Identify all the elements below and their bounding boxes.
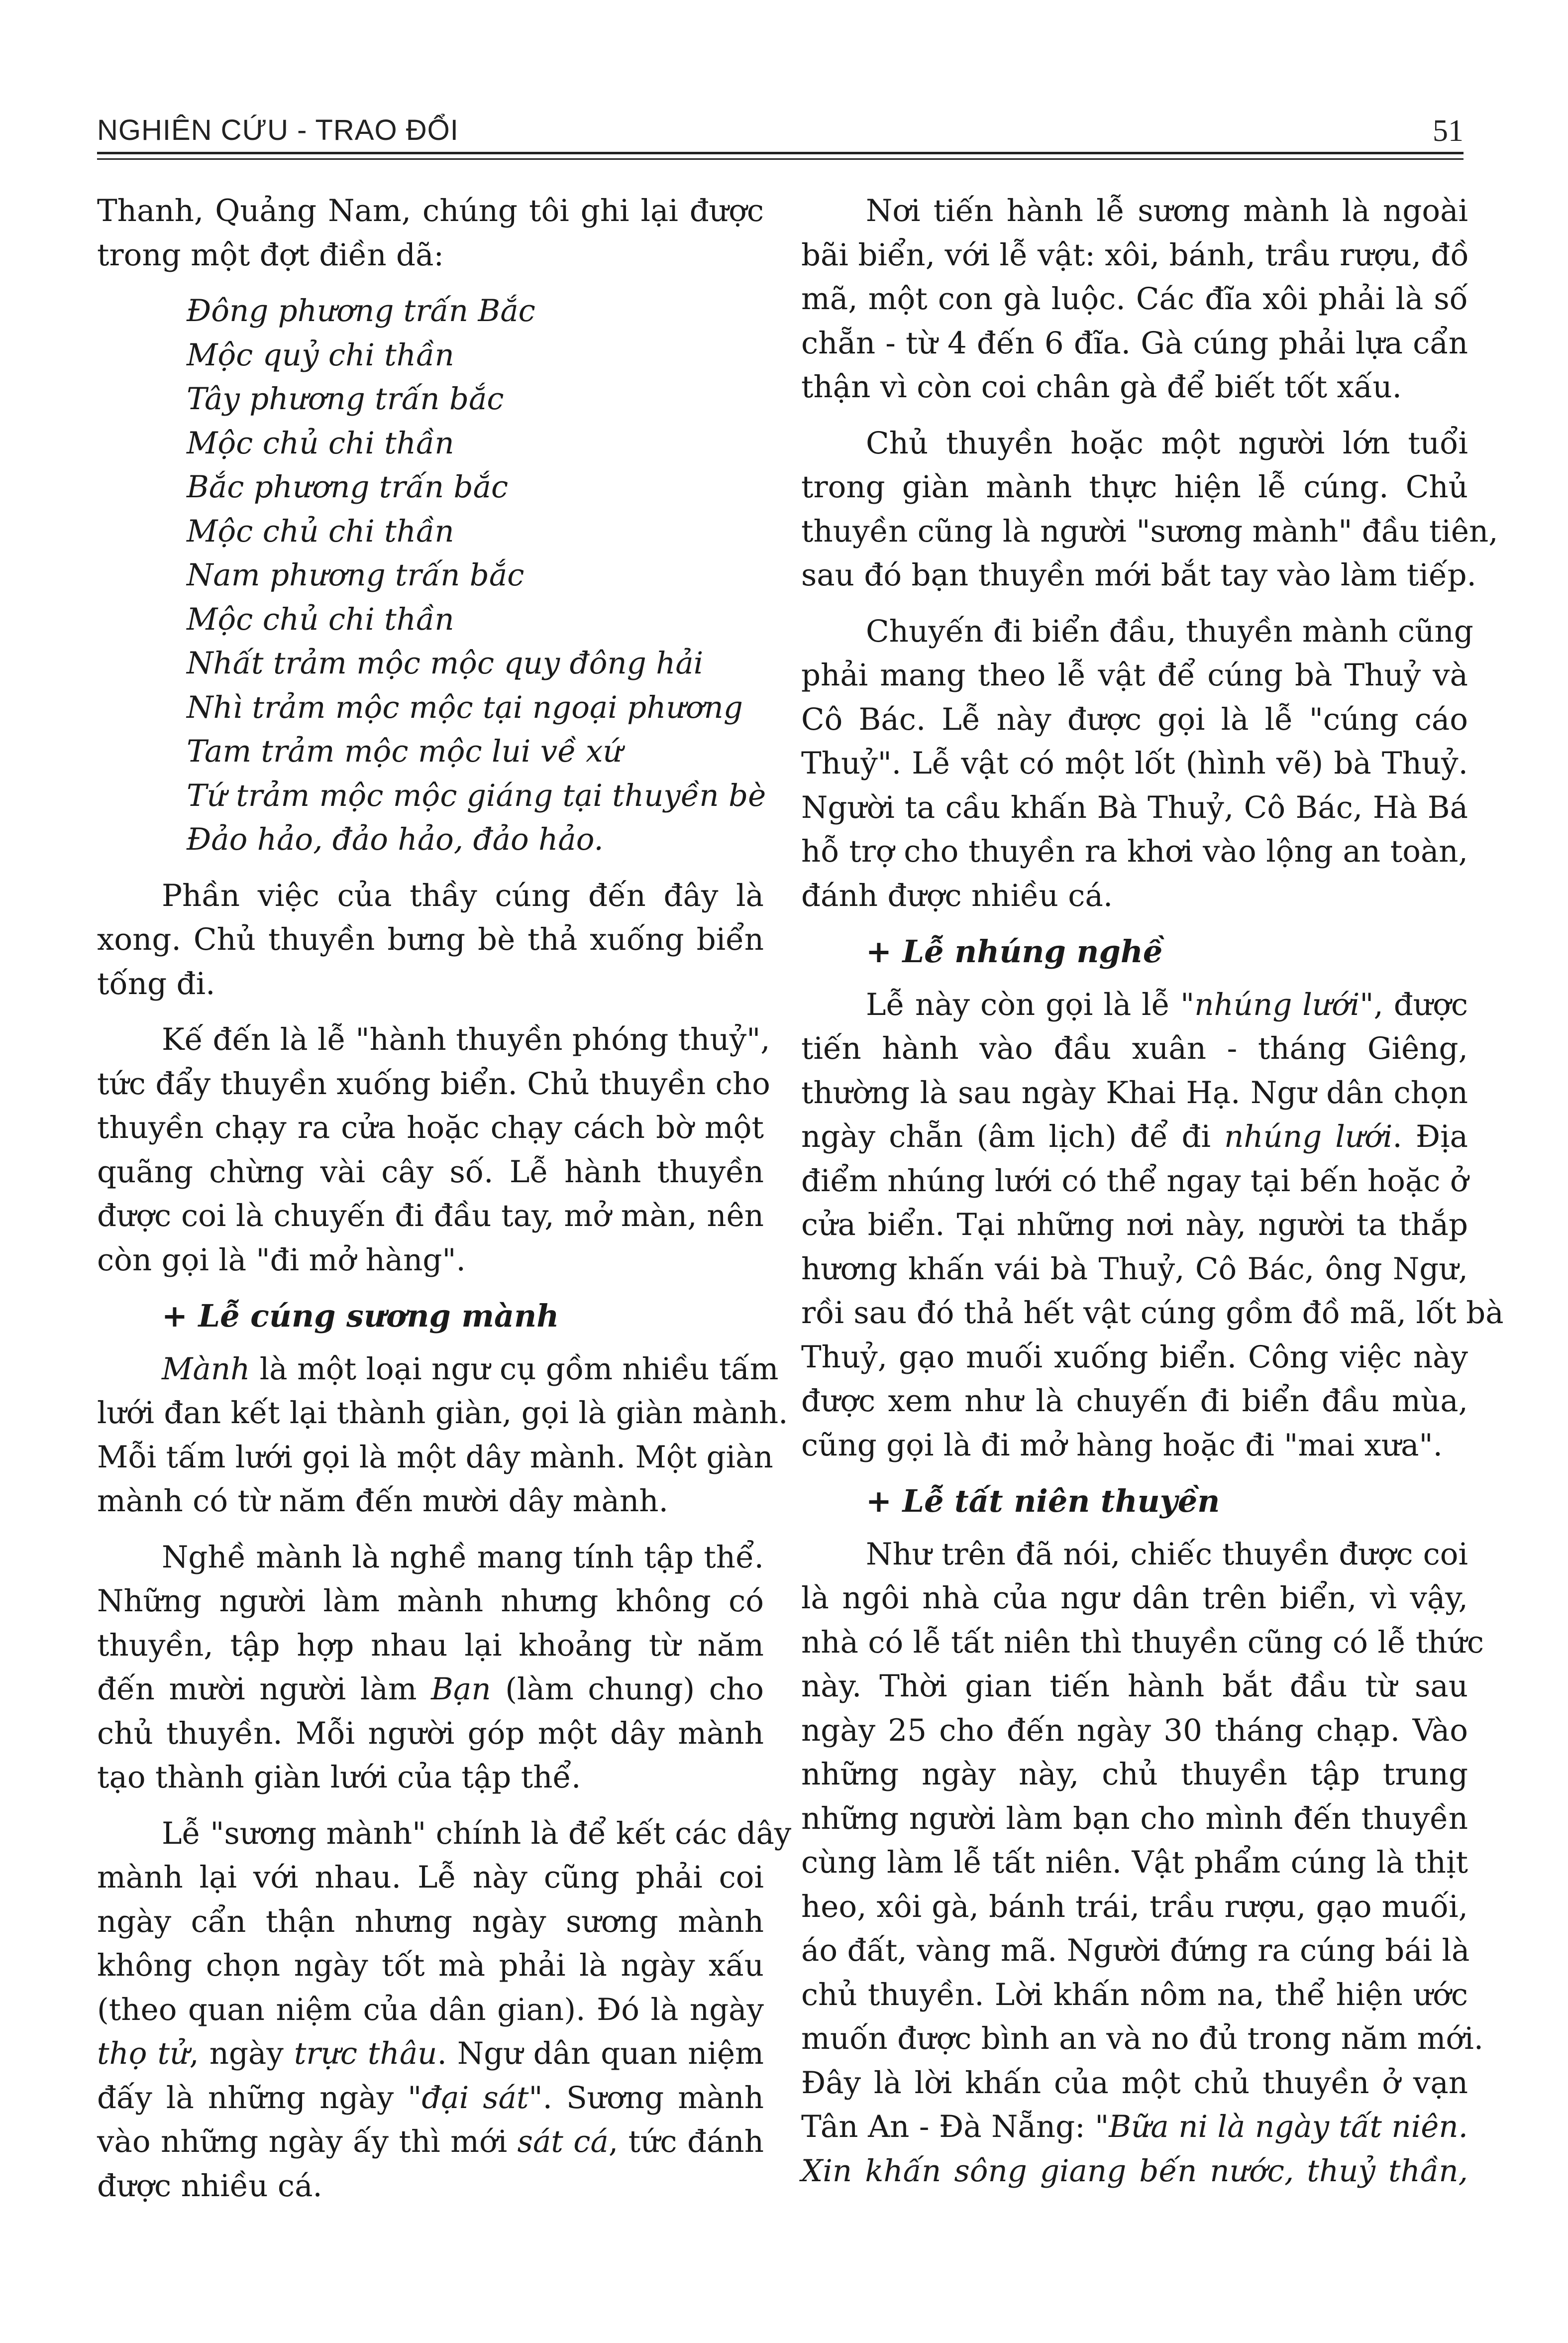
text-line: ngày 25 cho đến ngày 30 tháng chạp. Vào bbox=[801, 1712, 1468, 1748]
text-run: ", được bbox=[1359, 987, 1468, 1022]
text-line bbox=[801, 983, 1468, 1027]
text-line: nhà có lễ tất niên thì thuyền cũng có lễ thức bbox=[801, 1624, 1484, 1660]
text-line: thuyền chạy ra cửa hoặc chạy cách bờ một bbox=[97, 1110, 764, 1145]
text-line: tiến hành vào đầu xuân - tháng Giêng, bbox=[801, 1031, 1468, 1066]
text-line: rồi sau đó thả hết vật cúng gồm đồ mã, lốt bà bbox=[801, 1295, 1504, 1331]
text-run: ". Sương mành bbox=[528, 2080, 764, 2116]
header-rule-thin bbox=[97, 158, 1463, 160]
text-line: Nơi tiến hành lễ sương mành là ngoài bbox=[866, 193, 1468, 228]
header-rule bbox=[97, 152, 1463, 154]
text-line: thuyền cũng là người "sương mành" đầu tiên, bbox=[801, 513, 1498, 549]
emphasis: nhúng lưới bbox=[1194, 987, 1360, 1022]
text-line bbox=[97, 1347, 779, 1392]
text-line: đánh được nhiều cá. bbox=[801, 878, 1113, 913]
verse-line: Tây phương trấn bắc bbox=[187, 381, 504, 417]
text-line: phải mang theo lễ vật để cúng bà Thuỷ và bbox=[801, 658, 1468, 693]
verse-line: Đông phương trấn Bắc bbox=[187, 293, 535, 329]
verse-line: Bắc phương trấn bắc bbox=[187, 469, 509, 505]
text-line: quãng chừng vài cây số. Lễ hành thuyền bbox=[97, 1154, 764, 1190]
paragraph bbox=[801, 189, 1468, 410]
text-line: áo đất, vàng mã. Người đứng ra cúng bái là bbox=[801, 1933, 1470, 1968]
text-line: được coi là chuyến đi đầu tay, mở màn, nên bbox=[97, 1198, 764, 1233]
text-line: được nhiều cá. bbox=[97, 2168, 322, 2204]
text-line: mành có từ năm đến mười dây mành. bbox=[97, 1483, 668, 1519]
verse-line: Nhì trảm mộc mộc tại ngoại phương bbox=[187, 689, 743, 725]
text-line: Chuyến đi biển đầu, thuyền mành cũng bbox=[866, 613, 1473, 649]
left-column bbox=[97, 189, 792, 2220]
text-line: còn gọi là "đi mở hàng". bbox=[97, 1242, 466, 1278]
text-line: trong giàn mành thực hiện lễ cúng. Chủ bbox=[801, 469, 1468, 505]
section-heading: + Lễ tất niên thuyền bbox=[866, 1483, 1220, 1519]
text-run: Lễ này còn gọi là lễ " bbox=[866, 987, 1195, 1022]
text-line: Thuỷ". Lễ vật có một lốt (hình vẽ) bà Thuỷ. bbox=[801, 746, 1468, 781]
incantation-verse bbox=[97, 289, 764, 862]
paragraph bbox=[801, 610, 1473, 918]
text-line: chủ thuyền. Lời khấn nôm na, thể hiện ước bbox=[801, 1977, 1468, 2012]
emphasis: Mành bbox=[162, 1351, 250, 1387]
text-line: sau đó bạn thuyền mới bắt tay vào làm tiếp. bbox=[801, 558, 1476, 593]
text-line: xong. Chủ thuyền bưng bè thả xuống biển bbox=[97, 922, 764, 957]
paragraph bbox=[97, 1347, 788, 1524]
text-line: (theo quan niệm của dân gian). Đó là ngày bbox=[97, 1992, 764, 2027]
text-line: Mỗi tấm lưới gọi là một dây mành. Một giàn bbox=[97, 1439, 773, 1475]
text-line: điểm nhúng lưới có thể ngay tại bến hoặc ở bbox=[801, 1163, 1468, 1199]
text-line: ngày cẩn thận nhưng ngày sương mành bbox=[97, 1903, 764, 1939]
text-line bbox=[801, 1115, 1468, 1159]
text-line: tức đẩy thuyền xuống biển. Chủ thuyền cho bbox=[97, 1066, 770, 1102]
page-header bbox=[97, 105, 1463, 164]
text-line: cùng làm lễ tất niên. Vật phẩm cúng là thịt bbox=[801, 1845, 1468, 1880]
text-run: , tức đánh bbox=[608, 2124, 764, 2159]
text-line: hương khấn vái bà Thuỷ, Cô Bác, ông Ngư, bbox=[801, 1251, 1468, 1287]
text-line: trong một đợt điền dã: bbox=[97, 237, 444, 273]
paragraph bbox=[801, 983, 1504, 1468]
text-line: lưới đan kết lại thành giàn, gọi là giàn mành. bbox=[97, 1395, 788, 1431]
text-line: Phần việc của thầy cúng đến đây là bbox=[162, 878, 764, 913]
paragraph bbox=[801, 422, 1498, 598]
section-heading: + Lễ nhúng nghề bbox=[866, 933, 1163, 970]
text-line: muốn được bình an và no đủ trong năm mới. bbox=[801, 2021, 1484, 2056]
text-line: cửa biển. Tại những nơi này, người ta thắp bbox=[801, 1207, 1468, 1242]
text-line: này. Thời gian tiến hành bắt đầu từ sau bbox=[801, 1669, 1468, 1704]
text-line: những người làm bạn cho mình đến thuyền bbox=[801, 1800, 1468, 1836]
text-line bbox=[97, 1668, 764, 1712]
emphasis: nhúng lưới bbox=[1224, 1119, 1393, 1154]
paragraph bbox=[97, 1812, 792, 2209]
text-line: cũng gọi là đi mở hàng hoặc đi "mai xưa". bbox=[801, 1427, 1443, 1463]
text-line: Thuỷ, gạo muối xuống biển. Công việc này bbox=[801, 1339, 1468, 1375]
page-number: 51 bbox=[1433, 114, 1463, 148]
text-line bbox=[97, 2120, 764, 2164]
text-line: Nghề mành là nghề mang tính tập thể. bbox=[162, 1539, 764, 1575]
verse-line: Đảo hảo, đảo hảo, đảo hảo. bbox=[187, 822, 604, 857]
text-line: bãi biển, với lễ vật: xôi, bánh, trầu rượu, đồ bbox=[801, 237, 1469, 273]
text-line: Người ta cầu khấn Bà Thuỷ, Cô Bác, Hà Bá bbox=[801, 789, 1468, 825]
verse-line: Tứ trảm mộc mộc giáng tại thuyền bè bbox=[187, 778, 766, 813]
verse-line: Mộc chủ chi thần bbox=[187, 425, 454, 461]
verse-line: Nhất trảm mộc mộc quy đông hải bbox=[187, 646, 704, 681]
text-line: hỗ trợ cho thuyền ra khơi vào lộng an toàn, bbox=[801, 834, 1468, 869]
text-line: chủ thuyền. Mỗi người góp một dây mành bbox=[97, 1715, 764, 1751]
text-line bbox=[801, 2105, 1468, 2149]
text-line bbox=[97, 2076, 764, 2120]
text-line: Đây là lời khấn của một chủ thuyền ở vạn bbox=[801, 2065, 1468, 2101]
paragraph bbox=[97, 1536, 764, 1800]
text-line bbox=[801, 2149, 1468, 2194]
emphasis: Bạn bbox=[431, 1672, 491, 1707]
text-run: . Địa bbox=[1392, 1119, 1468, 1154]
text-line: được xem như là chuyến đi biển đầu mùa, bbox=[801, 1383, 1468, 1419]
text-line bbox=[97, 2032, 764, 2076]
text-run: đến mười người làm bbox=[97, 1672, 431, 1707]
text-line: tống đi. bbox=[97, 966, 215, 1002]
text-line: Chủ thuyền hoặc một người lớn tuổi bbox=[866, 425, 1468, 461]
text-run: vào những ngày ấy thì mới bbox=[97, 2124, 518, 2159]
text-run: Tân An - Đà Nẵng: bbox=[801, 2109, 1095, 2144]
text-line: Kế đến là lễ "hành thuyền phóng thuỷ", bbox=[162, 1022, 770, 1057]
text-line: Như trên đã nói, chiếc thuyền được coi bbox=[866, 1536, 1468, 1572]
text-line: mã, một con gà luộc. Các đĩa xôi phải là số bbox=[801, 281, 1468, 317]
text-run: . Ngư dân quan niệm bbox=[437, 2036, 764, 2071]
paragraph bbox=[801, 1533, 1484, 2194]
text-line: Lễ "sương mành" chính là để kết các dây bbox=[162, 1815, 792, 1851]
paragraph bbox=[97, 189, 764, 277]
text-run: , ngày bbox=[189, 2036, 294, 2071]
section-heading: + Lễ cúng sương mành bbox=[162, 1298, 559, 1334]
text-line: thận vì còn coi chân gà để biết tốt xấu. bbox=[801, 369, 1402, 405]
emphasis: Xin khấn sông giang bến nước, thuỷ thần, bbox=[801, 2153, 1468, 2189]
text-run: (làm chung) cho bbox=[491, 1672, 764, 1707]
text-line: không chọn ngày tốt mà phải là ngày xấu bbox=[97, 1948, 764, 1983]
section-title: NGHIÊN CỨU - TRAO ĐỔI bbox=[97, 114, 459, 146]
text-run: đấy là những ngày " bbox=[97, 2080, 422, 2116]
text-line: là ngôi nhà của ngư dân trên biển, vì vậy, bbox=[801, 1580, 1468, 1616]
text-run: là một loại ngư cụ gồm nhiều tấm bbox=[250, 1351, 779, 1387]
text-line: tạo thành giàn lưới của tập thể. bbox=[97, 1760, 581, 1795]
text-run: ngày chẵn (âm lịch) để đi bbox=[801, 1119, 1225, 1154]
text-line: heo, xôi gà, bánh trái, trầu rượu, gạo muối, bbox=[801, 1889, 1468, 1924]
verse-line: Tam trảm mộc mộc lui về xứ bbox=[187, 734, 623, 769]
emphasis: trực thâu bbox=[294, 2036, 437, 2071]
text-line: mành lại với nhau. Lễ này cũng phải coi bbox=[97, 1860, 764, 1895]
verse-line: Mộc chủ chi thần bbox=[187, 601, 454, 637]
verse-line: Mộc quỷ chi thần bbox=[187, 337, 454, 373]
text-line: chẵn - từ 4 đến 6 đĩa. Gà cúng phải lựa cẩn bbox=[801, 325, 1468, 361]
text-line: Cô Bác. Lễ này được gọi là lễ "cúng cáo bbox=[801, 701, 1468, 737]
text-line: những ngày này, chủ thuyền tập trung bbox=[801, 1757, 1468, 1792]
verse-line: Mộc chủ chi thần bbox=[187, 513, 454, 549]
text-line: thuyền, tập hợp nhau lại khoảng từ năm bbox=[97, 1627, 764, 1663]
text-line: Những người làm mành nhưng không có bbox=[97, 1583, 764, 1619]
emphasis: đại sát bbox=[421, 2080, 529, 2116]
verse-line: Nam phương trấn bắc bbox=[187, 558, 524, 593]
paragraph bbox=[97, 1018, 770, 1282]
paragraph bbox=[97, 874, 764, 1006]
text-line: Thanh, Quảng Nam, chúng tôi ghi lại được bbox=[97, 193, 764, 228]
emphasis: sát cá bbox=[517, 2124, 609, 2159]
text-line: thường là sau ngày Khai Hạ. Ngư dân chọn bbox=[801, 1075, 1468, 1111]
emphasis: thọ tử bbox=[97, 2036, 190, 2071]
right-column bbox=[801, 189, 1504, 2205]
emphasis: "Bữa ni là ngày tất niên. bbox=[1095, 2109, 1468, 2144]
